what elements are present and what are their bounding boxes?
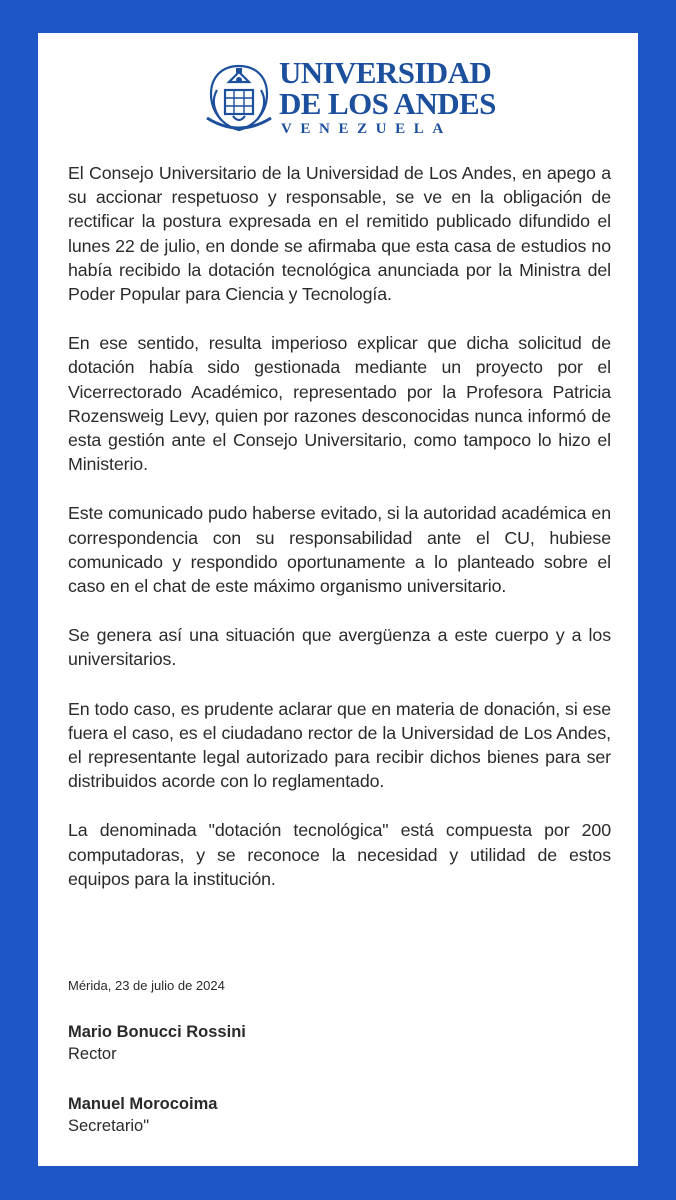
letterhead-text [279,55,496,140]
signature-role: Rector [68,1045,117,1063]
paragraph-1: El Consejo Universitario de la Universidad de Los Andes, en apego a su accionar respetuoso y responsable, se ve en la obligación de rectificar la postura expresada en el remitido publicado difundido el lunes 22 de julio, en donde se afirmaba que esta casa de estudios no había recibido la dotación tecnológica anunciada por la Ministra del Poder Popular para Ciencia y Tecnología. [68,163,611,305]
signature-rector [68,1021,246,1065]
university-logo [203,55,496,139]
letterhead-line-2: DE LOS ANDES [279,86,496,121]
university-seal-icon [203,60,275,134]
letterhead-line-3: VENEZUELA [281,121,452,137]
letter-date: Mérida, 23 de julio de 2024 [68,978,225,993]
paragraph-2: En ese sentido, resulta imperioso explicar que dicha solicitud de dotación había sido gestionada mediante un proyecto por el Vicerrectorado Académico, representado por la Profesora Patricia Rozensweig Levy, quien por razones desconocidas nunca informó de esta gestión ante el Consejo Universitario, como tampoco lo hizo el Ministerio. [68,333,611,475]
paragraph-3: Este comunicado pudo haberse evitado, si la autoridad académica en correspondencia con su responsabilidad ante el CU, hubiese comunicado y respondido oportunamente a lo planteado sobre el caso en el chat de este máximo organismo universitario. [68,503,611,597]
signature-role: Secretario" [68,1117,150,1135]
paragraph-4: Se genera así una situación que avergüenza a este cuerpo y a los universitarios. [68,625,611,670]
signature-name: Mario Bonucci Rossini [68,1023,246,1041]
letter-page [38,33,638,1166]
letter-body [68,161,611,916]
paragraph-5: En todo caso, es prudente aclarar que en materia de donación, si ese fuera el caso, es el ciudadano rector de la Universidad de Los Andes, el representante legal autorizado para recibir dichos bienes para ser distribuidos acorde con lo reglamentado. [68,698,611,792]
paragraph-6: La denominada "dotación tecnológica" está compuesta por 200 computadoras, y se reconoce la necesidad y utilidad de estos equipos para la institución. [68,820,611,889]
signature-name: Manuel Morocoima [68,1095,218,1113]
signature-secretary [68,1093,217,1137]
letterhead-line-1: UNIVERSIDAD [279,55,492,90]
